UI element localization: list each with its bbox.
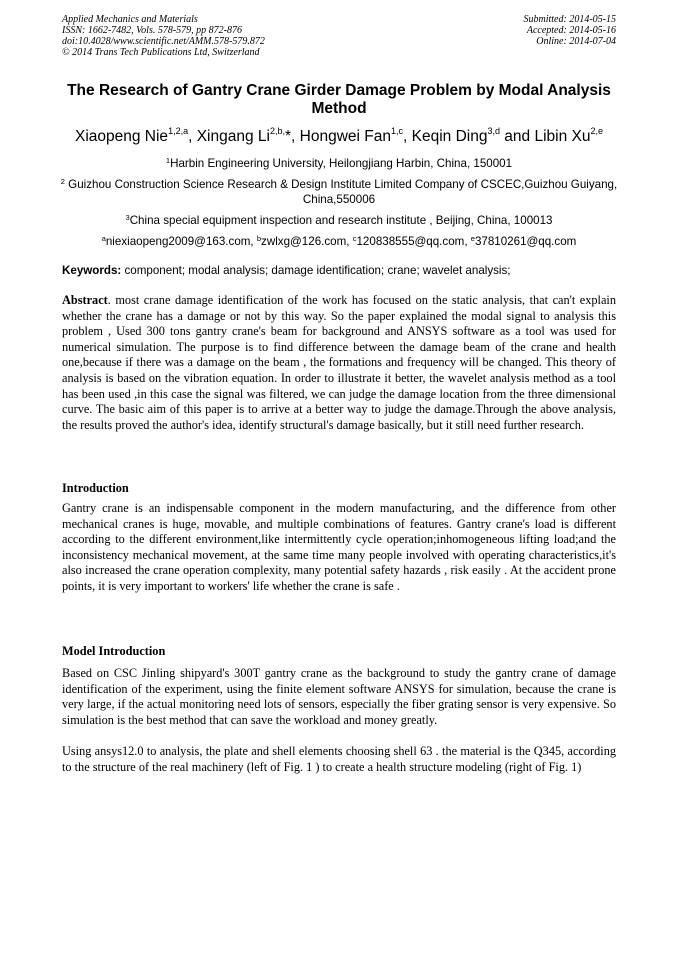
author-name: Libin Xu: [534, 128, 591, 145]
author-name: Xingang Li: [196, 128, 270, 145]
affiliation-text: Guizhou Construction Science Research & Design Institute Limited Company of CSCEC,Guizhou Guiyang, China,550006: [64, 178, 618, 206]
email-separator: ,: [250, 235, 257, 248]
author-separator: ,: [291, 128, 300, 145]
affiliation-marker: 3: [125, 213, 130, 222]
author-separator: ,: [403, 128, 412, 145]
affiliation-2: [58, 177, 620, 207]
introduction-heading: Introduction: [62, 481, 129, 495]
abstract-text: . most crane damage identification of the work has focused on the static analysis, that can't explain whether the crane has a damage or not by this way. So the paper explained the modal signal to analysis this problem , Used 300 tons gantry crane's beam for background and ANSYS software as a tool was used for numerical simulation. The purpose is to find difference between the damage beam of the crane and health one,because if there was a damage on the beam , the formations and frequency will be changed. This theory of analysis is based on the vibration equation. In order to illustrate it better, the wavelet analysis method as a tool has been used ,in this case the signal was filtered, we can judge the damage location from the three dimensional curve. The basic aim of this paper is to arrive at a better way to judge the damage.Through the above analysis, the results proved the author's idea, identify structural's damage basically, but it still need further research.: [62, 293, 616, 432]
author-separator: and: [499, 128, 535, 145]
author-affiliation-marker: 2,e: [590, 126, 603, 136]
keywords-line: [62, 264, 616, 278]
email-marker: c: [352, 234, 357, 243]
affiliation-1: [58, 156, 620, 171]
author-name: Xiaopeng Nie: [74, 128, 169, 145]
email-separator: ,: [464, 235, 471, 248]
issn-line: ISSN: 1662-7482, Vols. 578-579, pp 872-876: [62, 25, 242, 36]
journal-info: [62, 14, 265, 58]
author-separator: ,: [188, 128, 197, 145]
affiliation-text: Harbin Engineering University, Heilongjiang Harbin, China, 150001: [170, 157, 513, 170]
abstract-paragraph: [62, 293, 616, 433]
email-marker: e: [470, 234, 475, 243]
email-address: 37810261@qq.com: [474, 235, 577, 248]
submitted-date: Submitted: 2014-05-15: [523, 14, 616, 25]
affiliation-text: China special equipment inspection and research institute , Beijing, China, 100013: [129, 214, 553, 227]
introduction-paragraph: Gantry crane is an indispensable component in the modern manufacturing, and the difference from other mechanical cranes is huge, movable, and multiple combinations of features. Gantry crane's load is different according to the different environment,like intermittently cycle operation;inhomogeneous lifting load;and the inconsistency mechanical movement, at the same time many people involved with operating characteristics,it's also increased the crane operation complexity, many potential safety hazards , risk easily . At the accident prone points, it is very important to workers' life whether the crane is safe .: [62, 501, 616, 593]
email-list: [58, 234, 620, 249]
email-marker: b: [256, 234, 262, 243]
journal-name: Applied Mechanics and Materials: [62, 14, 198, 25]
author-affiliation-marker: 1,2,a: [168, 126, 189, 136]
abstract-label: Abstract: [62, 293, 108, 307]
online-date: Online: 2014-07-04: [536, 36, 616, 47]
copyright-line: © 2014 Trans Tech Publications Ltd, Switzerland: [62, 47, 260, 58]
paper-title: The Research of Gantry Crane Girder Damage Problem by Modal Analysis Method: [67, 82, 611, 117]
email-address: niexiaopeng2009@163.com: [105, 235, 251, 248]
email-marker: a: [101, 234, 106, 243]
author-affiliation-marker: 1,c: [391, 126, 404, 136]
model-introduction-paragraph-1: Based on CSC Jinling shipyard's 300T gantry crane as the background to study the gantry crane of damage identification of the experiment, using the finite element software ANSYS for simulation, because the crane is very large, if the actual monitoring need lots of sensors, especially the fiber grating sensor is very expensive. So simulation is the best method that can save the workload and money greatly.: [62, 666, 616, 727]
keywords-text: component; modal analysis; damage identification; crane; wavelet analysis;: [121, 264, 511, 277]
model-introduction-paragraph-2: Using ansys12.0 to analysis, the plate and shell elements choosing shell 63 . the material is the Q345, according to the structure of the real machinery (left of Fig. 1 ) to create a health structure modeling (right of Fig. 1): [62, 744, 616, 774]
email-separator: ,: [346, 235, 353, 248]
affiliation-marker: 2: [60, 177, 65, 186]
email-address: zwlxg@126.com: [261, 235, 347, 248]
keywords-label: Keywords:: [62, 264, 122, 277]
author-name: Hongwei Fan: [299, 128, 391, 145]
author-name: Keqin Ding: [411, 128, 488, 145]
author-affiliation-marker: 2,b,: [269, 126, 285, 136]
affiliation-3: [58, 213, 620, 228]
author-list: [40, 128, 638, 146]
model-introduction-heading: Model Introduction: [62, 644, 166, 658]
doi-line: doi:10.4028/www.scientific.net/AMM.578-579.872: [62, 36, 265, 47]
affiliation-marker: 1: [165, 156, 171, 165]
publication-dates: [524, 14, 617, 47]
accepted-date: Accepted: 2014-05-16: [526, 25, 616, 36]
email-address: 120838555@qq.com: [356, 235, 465, 248]
author-affiliation-marker: 3,d: [487, 126, 500, 136]
corresponding-author-mark: *: [285, 128, 292, 145]
